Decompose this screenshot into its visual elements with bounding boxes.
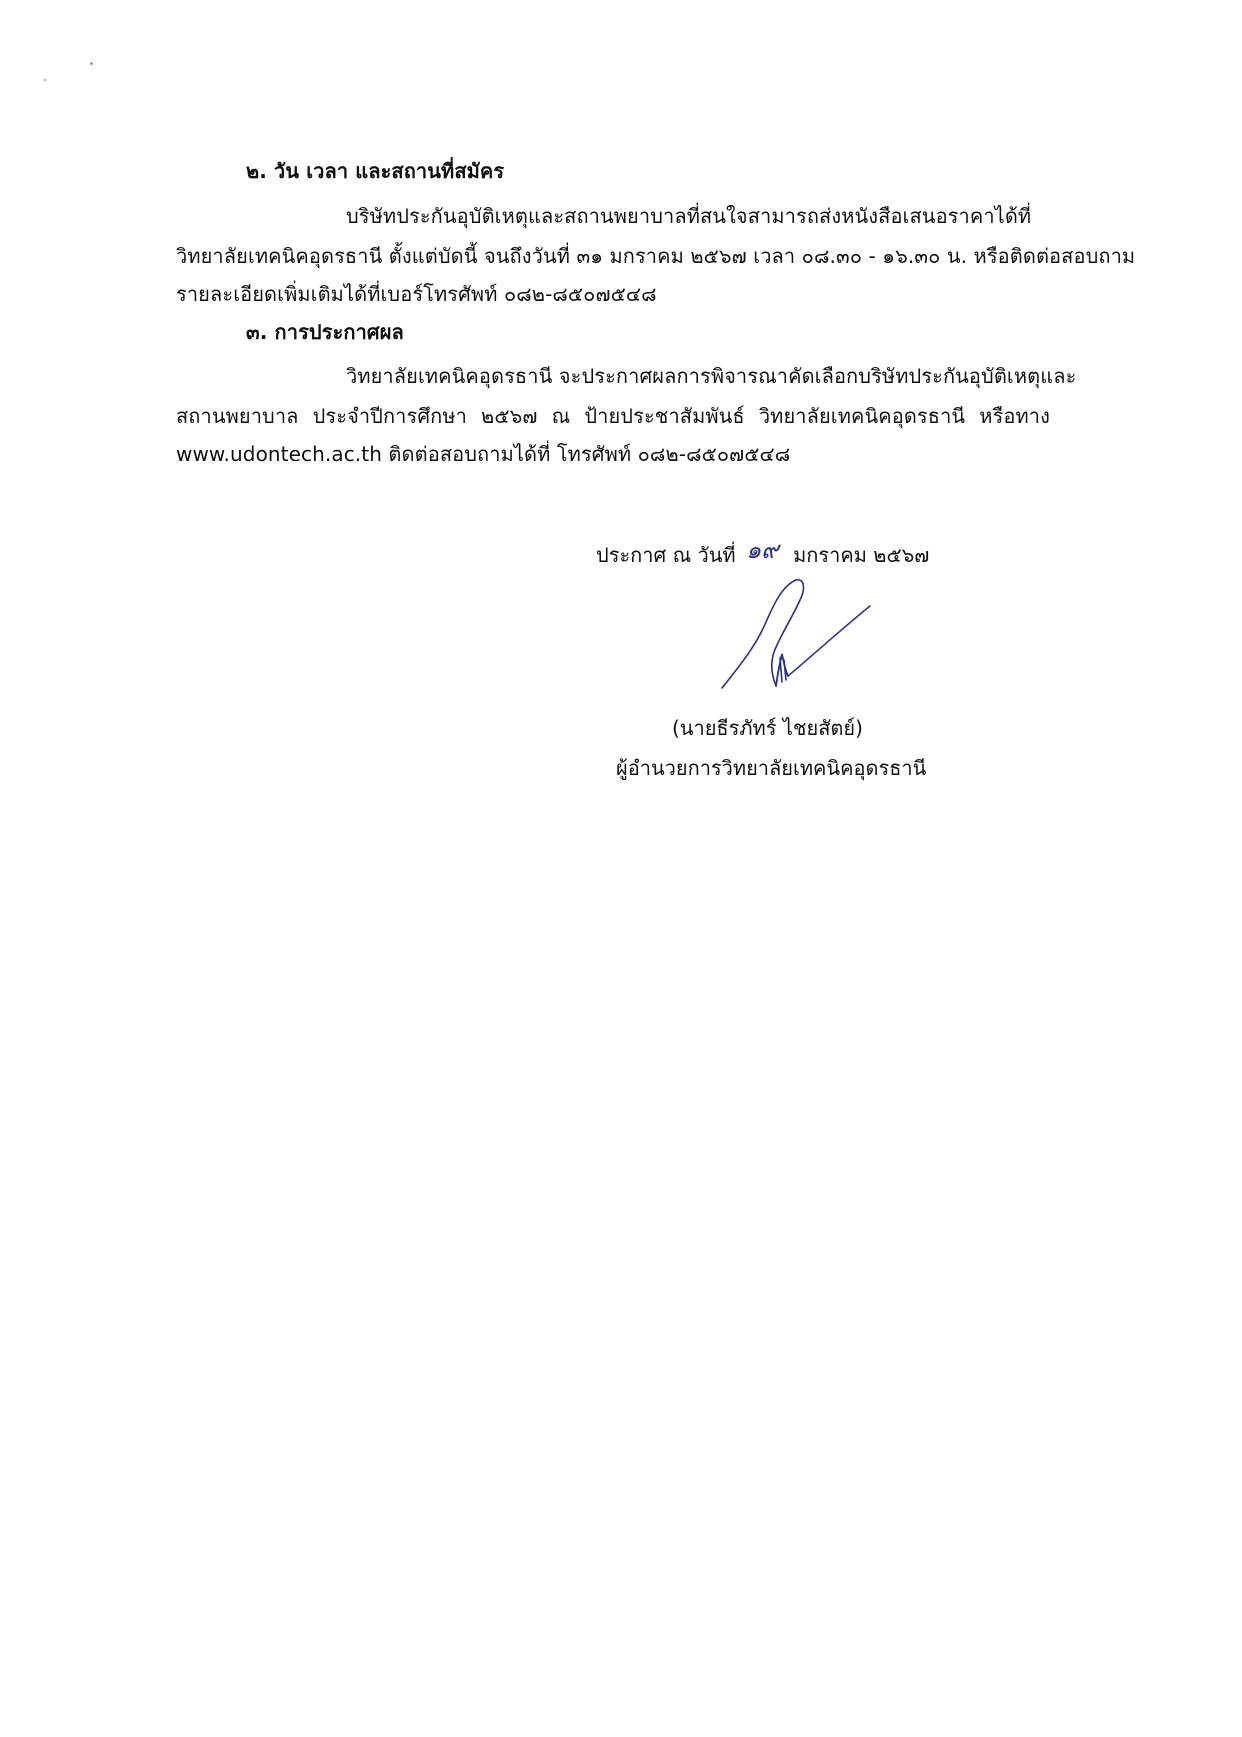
scan-speck [90,62,93,65]
announcement-date [596,536,930,569]
section-2-line-3: รายละเอียดเพิ่มเติมได้ที่เบอร์โทรศัพท์ ๐๘๒-๘๕๐๗๕๔๘ [176,282,657,306]
section-3-heading: ๓. การประกาศผล [246,320,404,344]
section-2-line-1: บริษัทประกันอุบัติเหตุและสถานพยาบาลที่สนใจสามารถส่งหนังสือเสนอราคาได้ที่ [346,204,1032,228]
scan-speck [44,79,46,81]
section-3-line-3: www.udontech.ac.th ติดต่อสอบถามได้ที่ โทรศัพท์ ๐๘๒-๘๕๐๗๕๔๘ [176,442,791,466]
announcement-month-year: มกราคม ๒๕๖๗ [793,543,930,567]
signatory-position: ผู้อำนวยการวิทยาลัยเทคนิคอุดรธานี [616,756,927,780]
section-3-line-1: วิทยาลัยเทคนิคอุดรธานี จะประกาศผลการพิจารณาคัดเลือกบริษัทประกันอุบัติเหตุและ [346,364,1077,388]
section-2-line-2: วิทยาลัยเทคนิคอุดรธานี ตั้งแต่บัดนี้ จนถึงวันที่ ๓๑ มกราคม ๒๕๖๗ เวลา ๐๘.๓๐ - ๑๖.๓๐ น. หรือติดต่อสอบถาม [176,244,1136,268]
section-3-line-2: สถานพยาบาล ประจำปีการศึกษา ๒๕๖๗ ณ ป้ายประชาสัมพันธ์ วิทยาลัยเทคนิคอุดรธานี หรือทาง [176,404,1050,428]
announcement-day: ๑๙ [745,536,779,564]
section-2-heading: ๒. วัน เวลา และสถานที่สมัคร [246,159,505,183]
handwritten-signature [716,576,876,692]
announcement-prefix: ประกาศ ณ วันที่ [596,543,736,567]
signatory-name: (นายธีรภัทร์ ไชยสัตย์) [672,716,863,740]
